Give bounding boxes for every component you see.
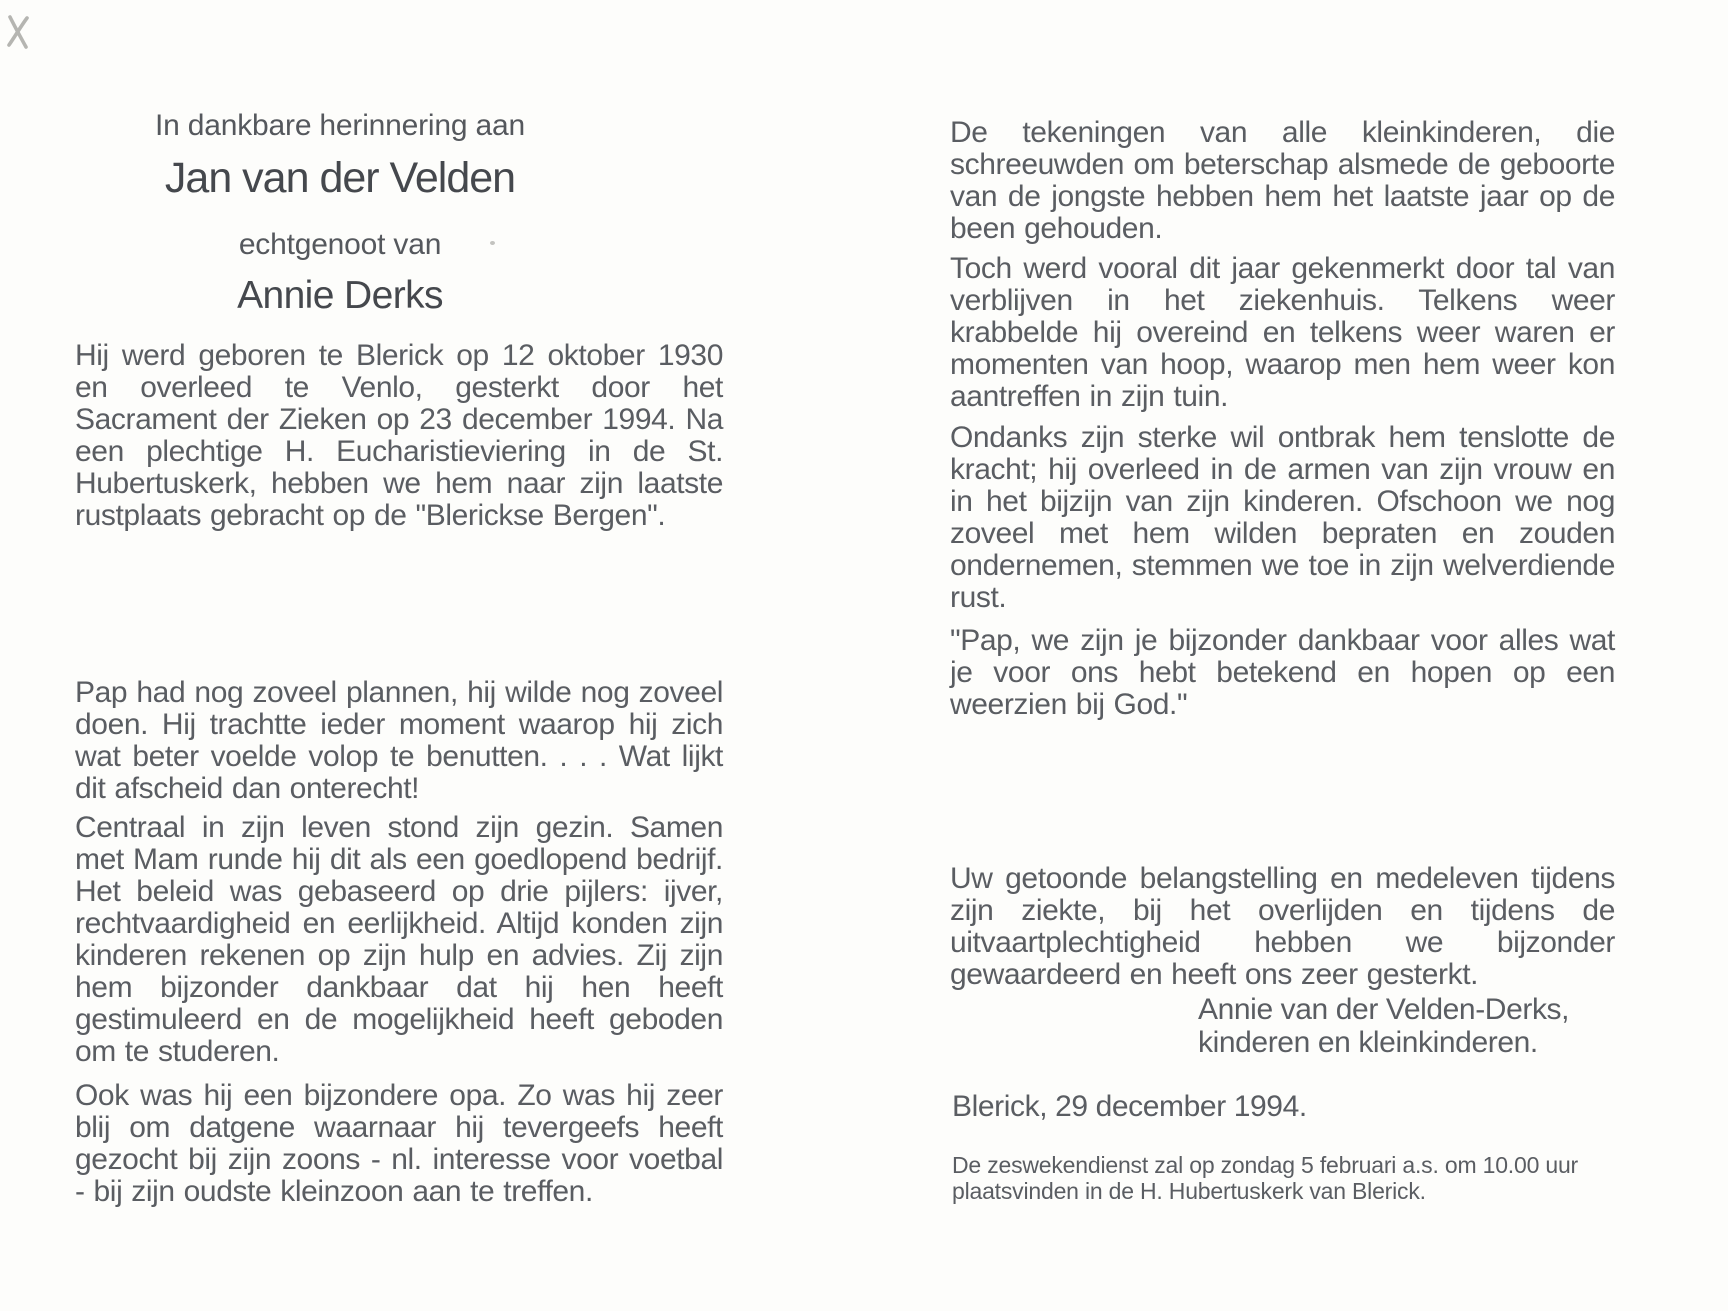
handwritten-x-mark: [6, 14, 32, 50]
relation-line: echtgenoot van: [238, 228, 442, 261]
dateline: Blerick, 29 december 1994.: [952, 1090, 1307, 1123]
left-paragraph-family: Centraal in zijn leven stond zijn gezin. Samen met Mam runde hij dit als een goedlopend bedrijf. Het beleid was gebaseerd op drie pijlers: ijver, rechtvaardigheid en eerlijkheid. Altijd konden zijn kinderen rekenen op zijn hulp en advies. Zij zijn hem bijzonder dankbaar dat hij hen heeft gestimuleerd en de mogelijkheid heeft geboden om te studeren.: [75, 811, 723, 1068]
left-paragraph-biography: Hij werd geboren te Blerick op 12 oktober 1930 en overleed te Venlo, gesterkt door het Sacrament der Zieken op 23 december 1994. Na een plechtige H. Eucharistieviering in de St. Hubertuskerk, hebben we hem naar zijn laatste rustplaats gebracht op de "Blerickse Bergen".: [75, 339, 723, 532]
right-paragraph-hospital: Toch werd vooral dit jaar gekenmerkt door tal van verblijven in het ziekenhuis. Telkens weer krabbelde hij overeind en telkens weer waren er momenten van hoop, waarop men hem weer kon aantreffen in zijn tuin.: [950, 252, 1615, 413]
left-paragraph-plans: Pap had nog zoveel plannen, hij wilde nog zoveel doen. Hij trachtte ieder moment waarop hij zich wat beter voelde volop te benutten. . . . Wat lijkt dit afscheid dan onterecht!: [75, 676, 723, 805]
signature-block: [1198, 993, 1569, 1059]
memorial-intro: In dankbare herinnering aan: [155, 109, 525, 142]
signature-line-2: kinderen en kleinkinderen.: [1198, 1026, 1538, 1059]
right-paragraph-drawings: De tekeningen van alle kleinkinderen, die schreeuwden om beterschap alsmede de geboorte van de jongste hebben hem het laatste jaar op de been gehouden.: [950, 116, 1615, 245]
right-paragraph-passing: Ondanks zijn sterke wil ontbrak hem tenslotte de kracht; hij overleed in de armen van zijn vrouw en in het bijzijn van zijn kinderen. Ofschoon we nog zoveel met hem wilden bepraten en zouden ondernemen, stemmen we toe in zijn welverdiende rust.: [950, 421, 1615, 614]
deceased-name: Jan van der Velden: [164, 154, 516, 202]
memorial-service-note: De zeswekendienst zal op zondag 5 februari a.s. om 10.00 uur plaatsvinden in de H. Hubertuskerk van Blerick.: [952, 1152, 1578, 1204]
spouse-name: Annie Derks: [237, 274, 443, 317]
right-paragraph-thanks: Uw getoonde belangstelling en medeleven tijdens zijn ziekte, bij het overlijden en tijdens de uitvaartplechtigheid hebben we bijzonder gewaardeerd en heeft ons zeer gesterkt.: [950, 862, 1615, 991]
right-paragraph-quote: "Pap, we zijn je bijzonder dankbaar voor alles wat je voor ons hebt betekend en hopen op een weerzien bij God.": [950, 624, 1615, 721]
left-page: [75, 0, 723, 1311]
right-page: [950, 0, 1615, 1311]
signature-line-1: Annie van der Velden-Derks,: [1198, 993, 1570, 1026]
left-paragraph-grandfather: Ook was hij een bijzondere opa. Zo was hij zeer blij om datgene waarnaar hij tevergeefs heeft gezocht bij zijn zoons - nl. interesse voor voetbal - bij zijn oudste kleinzoon aan te treffen.: [75, 1079, 723, 1208]
